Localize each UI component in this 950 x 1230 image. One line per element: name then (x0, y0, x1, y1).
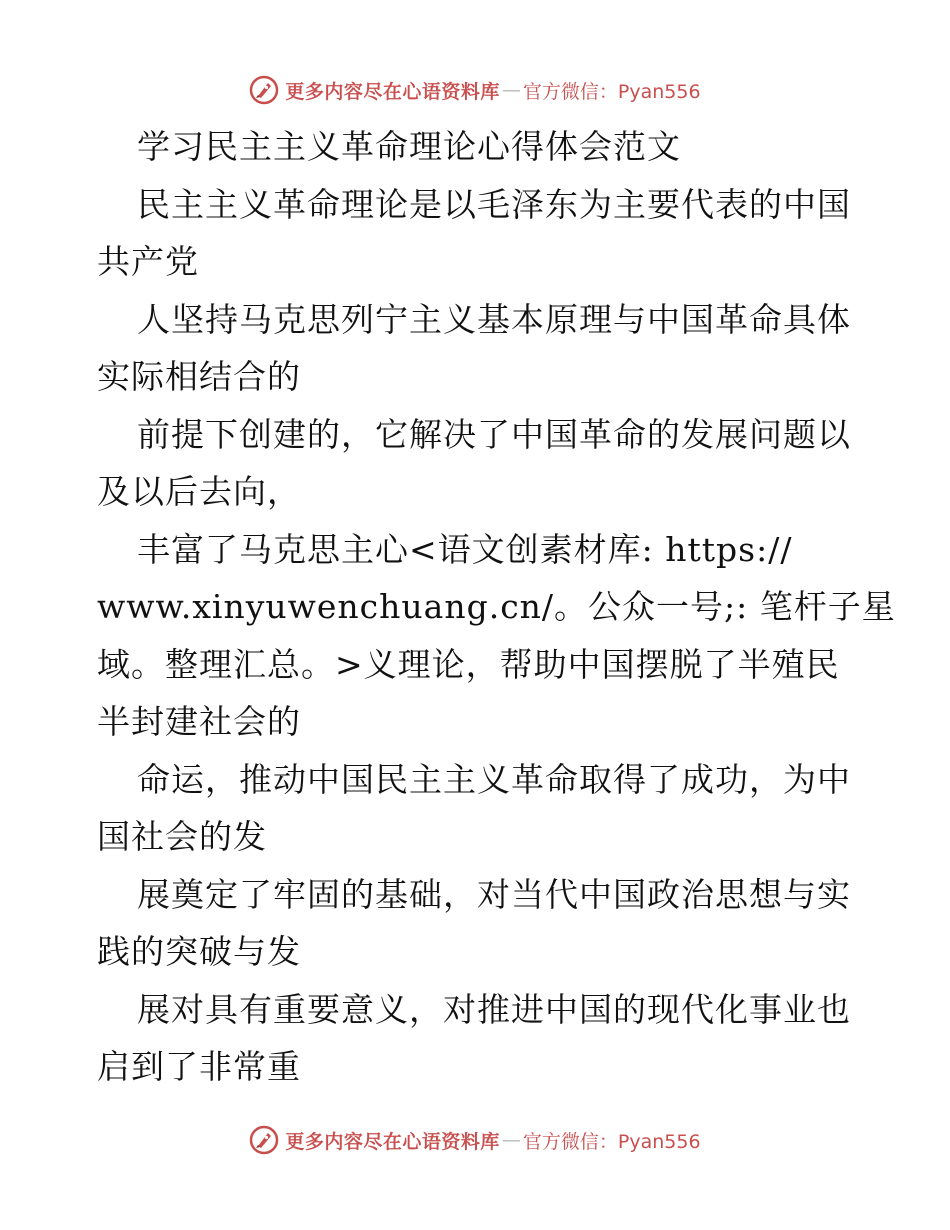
document-line: 半封建社会的 (97, 702, 301, 741)
document-line: 国社会的发 (97, 817, 267, 856)
header-banner (0, 70, 950, 110)
document-line: 命运，推动中国民主主义革命取得了成功，为中 (137, 759, 851, 799)
document-line: 前提下创建的，它解决了中国革命的发展问题以 (137, 414, 851, 454)
document-line: 域。整理汇总。>义理论，帮助中国摆脱了半殖民 (97, 644, 840, 684)
footer-banner (0, 1120, 950, 1160)
pen-nib-logo-icon (249, 75, 279, 105)
header-site-text: 更多内容尽在心语资料库 (285, 80, 500, 103)
document-lines (97, 176, 896, 1096)
header-wechat-text: 官方微信：Pyan556 (522, 80, 701, 103)
document-title: 学习民主主义革命理论心得体会范文 (137, 127, 681, 166)
document-line: 民主主义革命理论是以毛泽东为主要代表的中国 (137, 184, 851, 224)
document-line: 展奠定了牢固的基础，对当代中国政治思想与实 (137, 874, 851, 914)
document-line: 践的突破与发 (97, 932, 301, 971)
header-separator: — (501, 79, 521, 101)
document-line: www.xinyuwenchuang.cn/。公众一号;: 笔杆子星 (97, 587, 896, 626)
document-line: 展对具有重要意义，对推进中国的现代化事业也 (137, 989, 851, 1029)
footer-separator: — (501, 1129, 521, 1151)
document-line: 实际相结合的 (97, 357, 301, 396)
document-body (97, 118, 896, 1096)
document-line: 人坚持马克思列宁主义基本原理与中国革命具体 (137, 299, 851, 339)
pen-nib-logo-icon (249, 1125, 279, 1155)
document-line: 丰富了马克思主心<语文创素材库: https:// (137, 529, 793, 569)
document-line: 共产党 (97, 242, 199, 281)
document-line: 及以后去向， (97, 472, 301, 511)
footer-site-text: 更多内容尽在心语资料库 (285, 1130, 500, 1153)
document-line: 启到了非常重 (97, 1047, 301, 1086)
footer-wechat-text: 官方微信：Pyan556 (522, 1130, 701, 1153)
